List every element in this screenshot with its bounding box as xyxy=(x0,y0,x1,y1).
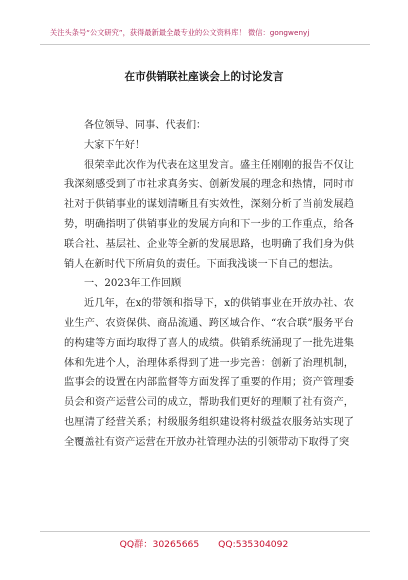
document-body xyxy=(64,116,354,453)
qq-contact-number: QQ:535304092 xyxy=(218,539,289,550)
body-paragraph: 近几年，在x的带领和指导下，x的供销事业在开放办社、农业生产、农资保供、商品流通、跨区域合作、“农合联”服务平台的构建等方面均取得了喜人的成绩。供销系统涌现了一批先进集体和先进个人，治理体系得到了进一步完善：创新了治理机制，监事会的设置在内部监督等方面发挥了重要的作用；资产管理委员会和资产运营公司的成立，帮助我们更好的理顺了社有资产，也厘清了经营关系；村级服务组织建设将村级益农服务站实现了全覆盖社有资产运营在开放办社管理办法的引领带动下取得了突 xyxy=(64,298,354,448)
greeting: 大家下午好！ xyxy=(84,139,146,151)
promo-banner-text: 关注头条号“公文研究”，获得最新最全最专业的公文资料库！ 微信：gongwenyj xyxy=(50,28,310,37)
qq-group-number: QQ群：30265665 xyxy=(119,539,200,550)
footer-contact xyxy=(0,536,408,550)
footer-divider xyxy=(40,531,370,532)
section-heading: 一、2023年工作回顾 xyxy=(84,278,182,290)
document-title: 在市供销联社座谈会上的讨论发言 xyxy=(124,71,284,83)
page-footer xyxy=(0,531,408,571)
body-paragraph: 很荣幸此次作为代表在这里发言。盛主任刚刚的报告不仅让我深刻感受到了市社求真务实、创新发展的理念和热情，同时市社对于供销事业的谋划清晰且有实效性，深刻分析了当前发展趋势，明确指明了供销事业的发展方向和下一步的工作重点，给各联合社、基层社、企业等全新的发展思路，也明确了我们身为供销人在新时代下所肩负的责任。下面我浅谈一下自己的想法。 xyxy=(64,159,354,270)
page-header xyxy=(0,0,408,62)
header-divider xyxy=(40,44,370,45)
salutation: 各位领导、同事、代表们： xyxy=(84,120,207,131)
